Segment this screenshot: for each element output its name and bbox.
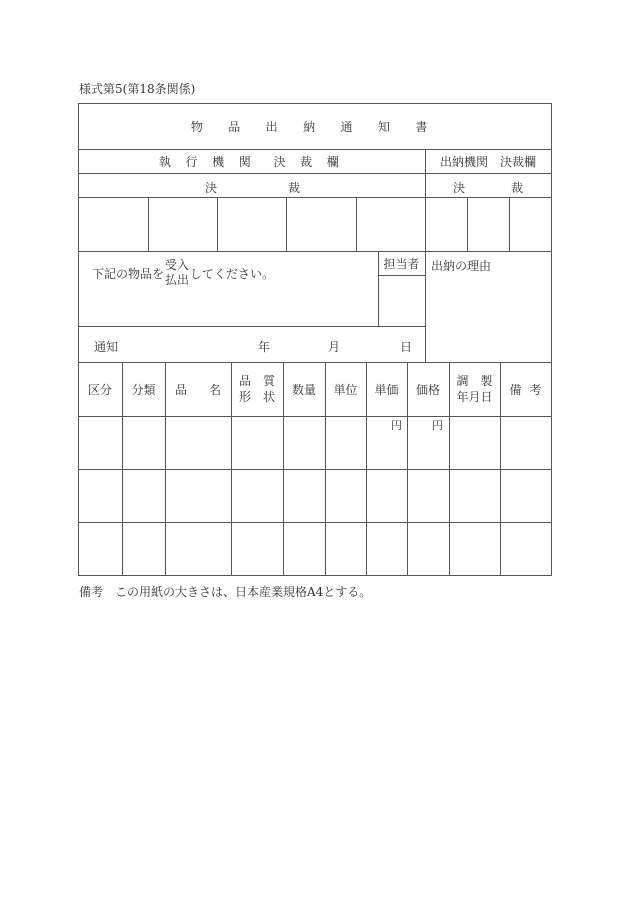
- header-quantity-text: 数量: [291, 382, 316, 397]
- notice-sentence: [92, 258, 274, 288]
- treasury-decision-label-right: 裁: [511, 181, 524, 195]
- header-category: [78, 362, 122, 416]
- person-in-charge-stamp[interactable]: [379, 276, 425, 326]
- year-label: 年: [258, 340, 271, 354]
- header-date-text: 年月日: [456, 390, 493, 404]
- header-unit: [325, 362, 366, 416]
- header-classification: [122, 362, 165, 416]
- person-in-charge-text: 担当者: [383, 256, 420, 271]
- header-classification-text: 分類: [131, 382, 156, 397]
- reason-label: 出納の理由: [431, 259, 492, 273]
- treasury-stamp-cell[interactable]: [468, 198, 509, 251]
- form-number-label: 様式第5(第18条関係): [79, 82, 196, 96]
- executive-approval-header: [78, 149, 425, 173]
- option-receive[interactable]: 受入: [165, 258, 190, 272]
- notice-prefix: 下記の物品を: [92, 266, 165, 281]
- reason-field[interactable]: [426, 272, 551, 362]
- divider: [78, 251, 551, 252]
- month-label: 月: [328, 340, 341, 354]
- header-quality-shape: [231, 362, 283, 416]
- decision-label-right: 裁: [288, 181, 301, 195]
- treasury-stamp-cell[interactable]: [510, 198, 551, 251]
- footnote: 備考 この用紙の大きさは、日本産業規格A4とする。: [79, 585, 372, 599]
- item-row-3[interactable]: [79, 523, 550, 574]
- form-title: [78, 103, 551, 149]
- divider: [78, 326, 425, 327]
- notice-date-label: 通知: [94, 340, 119, 354]
- header-remarks: [500, 362, 551, 416]
- header-manufacture-date: [449, 362, 500, 416]
- treasury-decision-label-left: 決: [453, 181, 466, 195]
- header-unit-price: [366, 362, 407, 416]
- approval-stamp-cell[interactable]: [357, 198, 425, 251]
- treasury-approval-header: [425, 149, 551, 173]
- header-remarks-right: 考: [529, 382, 542, 397]
- header-item-name-right: 名: [208, 382, 221, 397]
- item-row-2[interactable]: [79, 470, 550, 522]
- item-row-1[interactable]: [79, 417, 550, 469]
- header-quantity: [283, 362, 325, 416]
- header-price-text: 価格: [415, 382, 440, 397]
- header-remarks-left: 備: [509, 382, 522, 397]
- treasury-approval-header-text: 出納機関 決裁欄: [439, 154, 536, 169]
- decision-label-left: 決: [205, 181, 218, 195]
- form-title-text: 物 品 出 納 通 知 書: [190, 119, 439, 134]
- approval-stamp-cell[interactable]: [287, 198, 356, 251]
- day-label: 日: [400, 340, 413, 354]
- notice-suffix: してください。: [190, 266, 275, 281]
- header-category-text: 区分: [87, 382, 112, 397]
- approval-stamp-cell[interactable]: [79, 198, 148, 251]
- person-in-charge-label: [378, 251, 425, 275]
- option-issue[interactable]: 払出: [165, 273, 190, 287]
- header-unit-price-text: 単価: [374, 382, 399, 397]
- receive-or-issue-choice: [165, 258, 189, 288]
- header-price: [407, 362, 449, 416]
- treasury-stamp-cell[interactable]: [426, 198, 467, 251]
- header-manufacture-text: 調 製: [456, 374, 493, 388]
- divider: [78, 173, 551, 174]
- approval-stamp-cell[interactable]: [149, 198, 217, 251]
- header-shape-text: 形 状: [238, 390, 275, 404]
- header-item-name: [165, 362, 231, 416]
- unit-price-currency: 円: [391, 419, 402, 432]
- header-item-name-left: 品: [175, 382, 188, 397]
- price-currency: 円: [432, 419, 443, 432]
- header-quality-text: 品 質: [238, 374, 275, 388]
- header-unit-text: 単位: [333, 382, 358, 397]
- executive-approval-header-text: 執 行 機 関 決 裁 欄: [158, 154, 345, 169]
- approval-stamp-cell[interactable]: [218, 198, 286, 251]
